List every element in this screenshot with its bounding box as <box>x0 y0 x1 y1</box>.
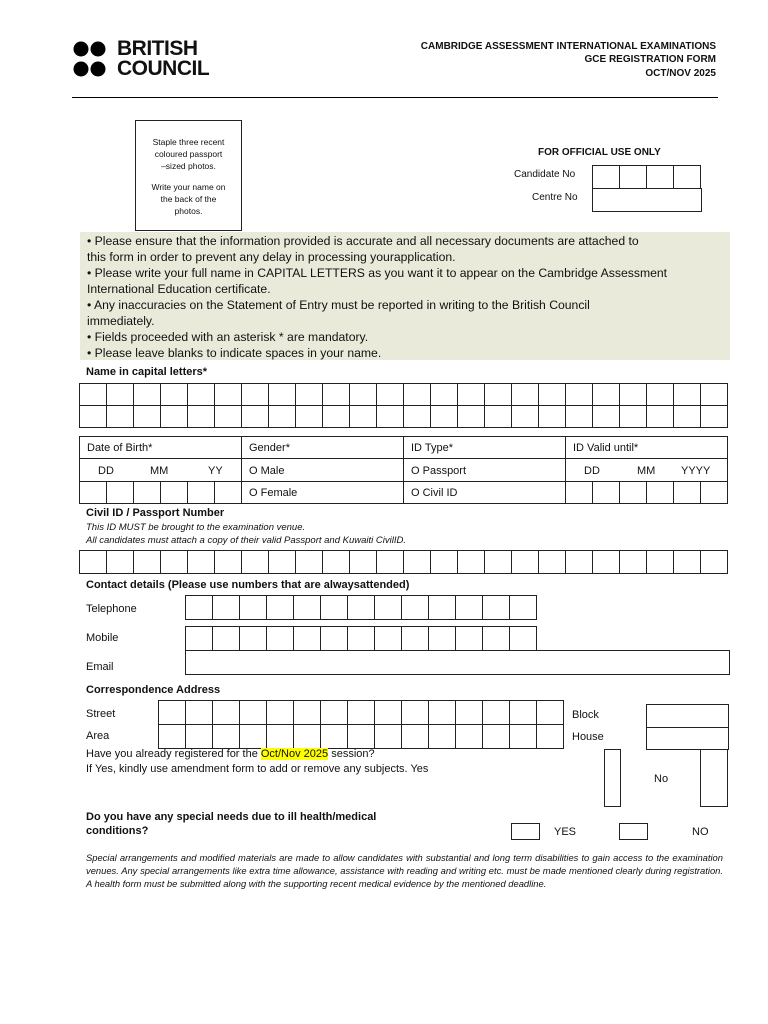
char-box[interactable] <box>293 626 321 651</box>
special-needs-no-label: NO <box>692 826 709 838</box>
char-box[interactable] <box>511 550 539 574</box>
special-arrangements-note: Special arrangements and modified materials are made to allow candidates with substantial and long term disabilities to gain access to the examination venues. Any special arrangements like extra time allowance, assistance with reading and writing etc. must be made mentioned clearly during registration. A health form must be submitted along with the supporting recent medical evidence by the mentioned deadline. <box>86 852 723 890</box>
char-box[interactable] <box>239 595 267 620</box>
char-box[interactable] <box>482 700 510 725</box>
char-box[interactable] <box>536 724 564 749</box>
dob-input-boxes[interactable] <box>79 481 242 504</box>
char-box[interactable] <box>565 550 593 574</box>
instructions-panel <box>80 232 730 360</box>
char-box[interactable] <box>268 383 296 406</box>
photo-box[interactable] <box>135 120 242 231</box>
name-label: Name in capital letters* <box>86 366 208 378</box>
char-box[interactable] <box>214 550 242 574</box>
special-needs-question-2: conditions? <box>86 825 149 837</box>
registered-yes-box[interactable] <box>604 749 621 807</box>
char-box[interactable] <box>214 405 242 428</box>
char-box[interactable] <box>293 595 321 620</box>
char-box[interactable] <box>320 595 348 620</box>
dob-mm: MM <box>150 465 169 477</box>
char-box[interactable] <box>212 595 240 620</box>
char-box[interactable] <box>457 383 485 406</box>
char-box[interactable] <box>239 700 267 725</box>
char-box[interactable] <box>212 700 240 725</box>
telephone-boxes[interactable] <box>185 595 537 620</box>
centre-no-label: Centre No <box>532 192 578 203</box>
char-box[interactable] <box>322 405 350 428</box>
char-box[interactable] <box>455 700 483 725</box>
char-box[interactable] <box>241 383 269 406</box>
char-box[interactable] <box>484 405 512 428</box>
char-box[interactable] <box>185 724 213 749</box>
header-title-1: CAMBRIDGE ASSESSMENT INTERNATIONAL EXAMINATIONS <box>420 41 716 52</box>
idvalid-input-boxes[interactable] <box>565 481 728 504</box>
char-box[interactable] <box>214 383 242 406</box>
instruction-line: • Please leave blanks to indicate spaces in your name. <box>87 346 382 360</box>
mobile-label: Mobile <box>86 632 119 644</box>
char-box[interactable] <box>320 626 348 651</box>
char-box[interactable] <box>268 405 296 428</box>
char-box[interactable] <box>484 383 512 406</box>
idtype-civil-option[interactable]: O Civil ID <box>411 487 458 499</box>
char-box[interactable] <box>455 626 483 651</box>
email-label: Email <box>86 661 114 673</box>
char-box[interactable] <box>401 595 429 620</box>
char-box[interactable] <box>160 550 188 574</box>
photo-text-5: the back of the <box>160 194 217 204</box>
instruction-line: immediately. <box>87 314 155 328</box>
char-box[interactable] <box>349 550 377 574</box>
char-box[interactable] <box>482 626 510 651</box>
char-box[interactable] <box>239 626 267 651</box>
special-needs-no-checkbox[interactable] <box>619 823 648 840</box>
char-box[interactable] <box>700 383 728 406</box>
idvalid-mm: MM <box>637 465 656 477</box>
char-box[interactable] <box>293 724 321 749</box>
char-box[interactable] <box>646 383 674 406</box>
civil-id-boxes[interactable] <box>79 550 728 574</box>
registered-no-label: No <box>654 773 669 785</box>
logo-dots-icon <box>73 40 113 80</box>
instruction-line: • Any inaccuracies on the Statement of Entry must be reported in writing to the British Council <box>87 298 590 312</box>
char-box[interactable] <box>374 724 402 749</box>
registered-question: Have you already registered for the Oct/Nov 2025 session? <box>86 748 375 760</box>
char-box[interactable] <box>428 700 456 725</box>
dob-label: Date of Birth* <box>87 442 153 454</box>
char-box[interactable] <box>457 550 485 574</box>
civil-id-note-1: This ID MUST be brought to the examination venue. <box>86 522 306 533</box>
char-box[interactable] <box>266 626 294 651</box>
header-divider <box>72 97 718 98</box>
registered-no-box-base <box>700 806 728 807</box>
char-box[interactable] <box>295 550 323 574</box>
char-box[interactable] <box>511 405 539 428</box>
special-needs-question-1: Do you have any special needs due to ill health/medical <box>86 811 377 823</box>
char-box[interactable] <box>347 724 375 749</box>
char-box[interactable] <box>376 383 404 406</box>
char-box[interactable] <box>700 550 728 574</box>
house-field[interactable] <box>646 727 729 750</box>
contact-label: Contact details (Please use numbers that are alwaysattended) <box>86 579 410 591</box>
email-field[interactable] <box>185 650 730 675</box>
registered-no-box[interactable] <box>700 749 728 807</box>
idtype-passport-option[interactable]: O Passport <box>411 465 467 477</box>
gender-male-option[interactable]: O Male <box>249 465 285 477</box>
special-needs-yes-checkbox[interactable] <box>511 823 540 840</box>
instruction-line: • Please ensure that the information provided is accurate and all necessary documents are attached to <box>87 234 639 248</box>
char-box[interactable] <box>509 700 537 725</box>
char-box[interactable] <box>401 724 429 749</box>
photo-text-2: coloured passport <box>154 149 223 159</box>
char-box[interactable] <box>592 550 620 574</box>
char-box[interactable] <box>322 550 350 574</box>
char-box[interactable] <box>241 550 269 574</box>
char-box[interactable] <box>403 383 431 406</box>
char-box[interactable] <box>428 626 456 651</box>
name-boxes-row-1[interactable] <box>79 383 728 406</box>
official-use-title: FOR OFFICIAL USE ONLY <box>538 147 661 158</box>
char-box[interactable] <box>295 405 323 428</box>
char-box[interactable] <box>565 383 593 406</box>
gender-label: Gender* <box>249 442 290 454</box>
char-box[interactable] <box>349 383 377 406</box>
char-box[interactable] <box>403 405 431 428</box>
char-box[interactable] <box>268 550 296 574</box>
char-box[interactable] <box>322 383 350 406</box>
char-box[interactable] <box>401 700 429 725</box>
name-boxes-row-2[interactable] <box>79 405 728 428</box>
char-box[interactable] <box>266 700 294 725</box>
char-box[interactable] <box>700 405 728 428</box>
char-box[interactable] <box>538 383 566 406</box>
char-box[interactable] <box>187 383 215 406</box>
char-box[interactable] <box>482 724 510 749</box>
house-label: House <box>572 731 604 743</box>
char-box[interactable] <box>455 724 483 749</box>
char-box[interactable] <box>347 595 375 620</box>
header-title-2: GCE REGISTRATION FORM <box>584 54 716 65</box>
char-box[interactable] <box>376 405 404 428</box>
char-box[interactable] <box>509 626 537 651</box>
char-box[interactable] <box>646 550 674 574</box>
logo-text-line2: COUNCIL <box>117 57 210 80</box>
char-box[interactable] <box>133 383 161 406</box>
char-box[interactable] <box>374 595 402 620</box>
char-box[interactable] <box>160 405 188 428</box>
photo-text-4: Write your name on <box>151 182 226 192</box>
char-box[interactable] <box>509 724 537 749</box>
char-box[interactable] <box>79 405 107 428</box>
char-box[interactable] <box>619 550 647 574</box>
char-box[interactable] <box>592 383 620 406</box>
char-box[interactable] <box>295 383 323 406</box>
char-box[interactable] <box>374 626 402 651</box>
char-box[interactable] <box>376 550 404 574</box>
char-box[interactable] <box>430 383 458 406</box>
instruction-line: • Please write your full name in CAPITAL LETTERS as you want it to appear on the Cambridge Assessment <box>87 266 668 280</box>
char-box[interactable] <box>455 595 483 620</box>
idtype-label: ID Type* <box>411 442 453 454</box>
street-label: Street <box>86 708 116 720</box>
photo-text-1: Staple three recent <box>152 137 225 147</box>
char-box[interactable] <box>106 405 134 428</box>
char-box[interactable] <box>239 724 267 749</box>
photo-text-6: photos. <box>174 206 203 216</box>
char-box[interactable] <box>185 626 213 651</box>
char-box[interactable] <box>428 595 456 620</box>
char-box[interactable] <box>320 700 348 725</box>
char-box[interactable] <box>293 700 321 725</box>
char-box[interactable] <box>430 405 458 428</box>
street-boxes[interactable] <box>158 700 564 725</box>
block-field[interactable] <box>646 704 729 728</box>
char-box[interactable] <box>79 550 107 574</box>
civil-id-label: Civil ID / Passport Number <box>86 507 225 519</box>
block-label: Block <box>572 709 599 721</box>
instruction-line: this form in order to prevent any delay in processing yourapplication. <box>87 250 456 264</box>
char-box[interactable] <box>320 724 348 749</box>
candidate-no-label: Candidate No <box>514 169 576 180</box>
british-council-logo <box>73 37 213 80</box>
registered-yes-box-base <box>604 806 621 807</box>
char-box[interactable] <box>347 626 375 651</box>
char-box[interactable] <box>536 700 564 725</box>
char-box[interactable] <box>212 724 240 749</box>
centre-no-box[interactable] <box>592 188 702 212</box>
char-box[interactable] <box>482 595 510 620</box>
area-boxes[interactable] <box>158 724 564 749</box>
char-box[interactable] <box>509 595 537 620</box>
gender-female-option[interactable]: O Female <box>249 487 298 499</box>
char-box[interactable] <box>185 595 213 620</box>
char-box[interactable] <box>484 550 512 574</box>
instruction-line: • Fields proceeded with an asterisk * are mandatory. <box>87 330 369 344</box>
address-label: Correspondence Address <box>86 684 221 696</box>
char-box[interactable] <box>673 550 701 574</box>
char-box[interactable] <box>619 405 647 428</box>
mobile-boxes[interactable] <box>185 626 537 651</box>
char-box[interactable] <box>79 383 107 406</box>
special-needs-yes-label: YES <box>554 826 577 838</box>
char-box[interactable] <box>106 383 134 406</box>
telephone-label: Telephone <box>86 603 137 615</box>
char-box[interactable] <box>185 700 213 725</box>
char-box[interactable] <box>133 405 161 428</box>
dob-yy: YY <box>208 465 223 477</box>
char-box[interactable] <box>565 405 593 428</box>
char-box[interactable] <box>160 383 188 406</box>
photo-text-3: –sized photos. <box>161 161 216 171</box>
char-box[interactable] <box>592 405 620 428</box>
char-box[interactable] <box>428 724 456 749</box>
candidate-no-boxes[interactable] <box>592 165 701 189</box>
char-box[interactable] <box>538 405 566 428</box>
char-box[interactable] <box>347 700 375 725</box>
registered-amendment-note: If Yes, kindly use amendment form to add or remove any subjects. Yes <box>86 763 429 775</box>
char-box[interactable] <box>511 383 539 406</box>
char-box[interactable] <box>212 626 240 651</box>
char-box[interactable] <box>158 700 186 725</box>
char-box[interactable] <box>401 626 429 651</box>
logo-text-line1: BRITISH <box>117 37 198 60</box>
session-highlight: Oct/Nov 2025 <box>260 748 329 760</box>
char-box[interactable] <box>266 595 294 620</box>
char-box[interactable] <box>430 550 458 574</box>
char-box[interactable] <box>187 405 215 428</box>
char-box[interactable] <box>457 405 485 428</box>
char-box[interactable] <box>349 405 377 428</box>
char-box[interactable] <box>374 700 402 725</box>
idvalid-yyyy: YYYY <box>681 465 711 477</box>
char-box[interactable] <box>133 550 161 574</box>
char-box[interactable] <box>158 724 186 749</box>
char-box[interactable] <box>241 405 269 428</box>
char-box[interactable] <box>673 383 701 406</box>
char-box[interactable] <box>106 550 134 574</box>
char-box[interactable] <box>187 550 215 574</box>
char-box[interactable] <box>538 550 566 574</box>
char-box[interactable] <box>646 405 674 428</box>
idvalid-label: ID Valid until* <box>573 442 639 454</box>
header-title-3: OCT/NOV 2025 <box>645 68 716 79</box>
idvalid-dd: DD <box>584 465 600 477</box>
char-box[interactable] <box>403 550 431 574</box>
dob-dd: DD <box>98 465 114 477</box>
area-label: Area <box>86 730 110 742</box>
civil-id-note-2: All candidates must attach a copy of their valid Passport and Kuwaiti CivilID. <box>86 535 406 546</box>
char-box[interactable] <box>266 724 294 749</box>
char-box[interactable] <box>673 405 701 428</box>
char-box[interactable] <box>619 383 647 406</box>
instruction-line: International Education certificate. <box>87 282 271 296</box>
